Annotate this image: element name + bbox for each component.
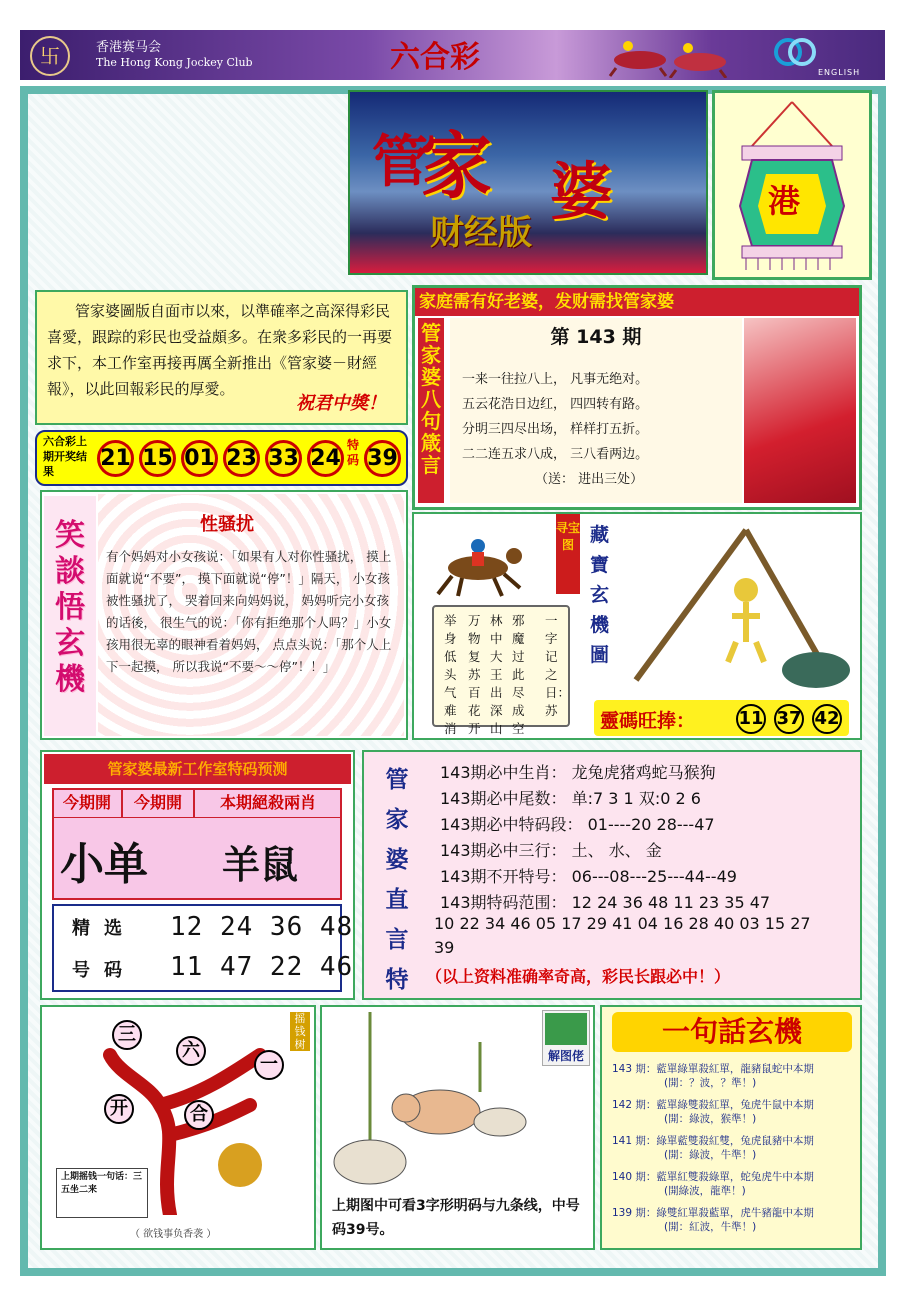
history-row [612, 1206, 858, 1234]
pick-row: 12 24 36 48 [170, 912, 354, 942]
tree-note: 上期摇钱一句话：三五坐二来 [56, 1168, 148, 1218]
scroll-column: 举身低头气难消 [444, 613, 457, 736]
poem-send: （送： 进出三处） [535, 472, 644, 487]
pick-label: 号码 [72, 960, 136, 981]
tip-line: 143期必中三行： 土、 水、 金 [440, 841, 662, 860]
picture-caption: 上期图中可看3字形明码与九条线，中号码39号。 [332, 1198, 580, 1238]
history-row [612, 1170, 858, 1198]
poem-line: 分明三四尽出场， 样样打五折。 [462, 422, 649, 437]
history-line: 142 期：藍單綠雙殺紅單，兔虎牛鼠中本期 [612, 1099, 814, 1111]
issue-number: 第 143 期 [550, 326, 642, 348]
prediction-header: 管家婆最新工作室特码预测 [44, 754, 351, 784]
lingma-ball: 37 [774, 704, 804, 734]
result-ball: 01 [181, 440, 218, 477]
tip-line: 143期必中特码段： 01----20 28---47 [440, 815, 715, 834]
history-result: (開：綠波，猴準！) [664, 1113, 757, 1125]
joke-text: 有个妈妈对小女孩说：「如果有人对你性骚扰， 摸上面就说“不要”， 摸下面就说“停”！」隔天， 小女孩被性骚扰了， 哭着回来向妈妈说， 妈妈听完小女孩的话後， 很生气的说：「你有拒绝那个人吗？」小女孩用很无辜的眼神看着妈妈， 点点头说：「那个人上下一起摸， 所以我说“不要～～停”！！」 [106, 549, 392, 674]
one-line-title: 一句話玄機 [612, 1012, 852, 1052]
money-tree-tag: 摇钱树 [290, 1012, 310, 1051]
tree-fruit: 六 [176, 1036, 206, 1066]
scroll-column: 林中大王出深山 [490, 613, 503, 736]
poem-line: 一来一往拉八上， 凡事无绝对。 [462, 372, 649, 387]
lingma-label: 靈碼旺捧： [600, 710, 696, 732]
pig-picture-icon [330, 1012, 535, 1190]
tip-line: 143期必中生肖： 龙兔虎猪鸡蛇马猴狗 [440, 763, 716, 782]
result-ball: 33 [265, 440, 302, 477]
banner-subtitle: 财经版 [430, 213, 532, 253]
joke-side-title: 笑談悟玄機 [44, 496, 96, 736]
history-result: (開：紅波，牛準！) [664, 1221, 757, 1233]
club-name-en: The Hong Kong Jockey Club [96, 56, 253, 69]
solve-picture-button[interactable] [542, 1010, 590, 1066]
grid-col2: 今期開 [122, 788, 194, 818]
result-ball: 21 [97, 440, 134, 477]
special-label: 特码 [347, 438, 360, 467]
pick-label: 精选 [72, 918, 136, 939]
history-line: 139 期：綠雙紅單殺藍單，虎牛豬龍中本期 [612, 1207, 814, 1219]
history-result: (開：？波，？準！) [664, 1077, 757, 1089]
treasure-tag: 寻宝图 [556, 514, 580, 594]
english-globe-icon[interactable] [770, 36, 820, 68]
tip-line: 10 22 34 46 05 17 29 41 04 16 28 40 03 15 27 [434, 914, 811, 933]
jockey-horse-icon [428, 528, 528, 598]
pick-row: 11 47 22 46 [170, 952, 354, 982]
english-link[interactable]: ENGLISH [818, 68, 861, 77]
history-row [612, 1134, 858, 1162]
tip-line: 143期不开特号： 06---08---25---44--49 [440, 867, 737, 886]
intro-sign: 祝君中獎！ [296, 393, 386, 414]
result-ball: 15 [139, 440, 176, 477]
grid-col1: 今期開 [52, 788, 122, 818]
tree-fruit: 合 [184, 1100, 214, 1130]
hand-icon [545, 1013, 587, 1045]
result-ball: 24 [307, 440, 344, 477]
poem-line: 二二连五求八成， 三八看两边。 [462, 447, 649, 462]
intro-box [35, 290, 408, 425]
club-name-cn: 香港赛马会 [96, 40, 162, 55]
prediction-value-small-odd: 小单 [60, 839, 148, 890]
poem-line: 五云花浩日边红， 四四转有路。 [462, 397, 649, 412]
banner-char-left: 管 [372, 130, 428, 195]
lantern-char: 港 [768, 182, 801, 220]
grid-col3: 本期絕殺兩肖 [194, 788, 342, 818]
tree-fruit: 开 [104, 1094, 134, 1124]
direct-tips-side: 管家婆直言特 [385, 766, 409, 993]
tip-line: 143期特码范围： 12 24 36 48 11 23 35 47 [440, 893, 771, 912]
lingma-ball: 11 [736, 704, 766, 734]
result-ball: 23 [223, 440, 260, 477]
banner-char-jia: 家 [420, 123, 493, 208]
eight-lines-side: 管家婆八句箴言 [418, 318, 444, 503]
history-line: 140 期：藍單紅雙殺綠單，蛇兔虎牛中本期 [612, 1171, 814, 1183]
history-row [612, 1062, 858, 1090]
tips-footer: （以上资料准确率奇高，彩民长跟必中！） [426, 967, 731, 986]
bride-image [744, 318, 856, 503]
racing-horses-icon [600, 32, 750, 78]
scroll-column: 邪魔过此尽成空 [512, 613, 525, 736]
eight-lines-title: 家庭需有好老婆，发财需找管家婆 [415, 288, 859, 316]
scroll-column: 万物复苏百花开 [468, 613, 481, 736]
joke-title: 性骚扰 [200, 514, 254, 535]
lottery-title: 六合彩 [390, 40, 480, 75]
tree-fruit: 一 [254, 1050, 284, 1080]
intro-text: 管家婆圖版自面市以來，以準確率之高深得彩民喜愛，跟踪的彩民也受益頗多。在衆多彩民的一再要求下，本工作室再接再厲全新推出《管家婆－財經報》，以此回報彩民的厚愛。 [47, 302, 393, 398]
history-result: (開綠波，龍準！) [664, 1185, 746, 1197]
results-label: 六合彩上期开奖结果 [43, 435, 87, 478]
tree-fruit: 三 [112, 1020, 142, 1050]
tip-line: 143期必中尾数： 单:7 3 1 双:0 2 6 [440, 789, 701, 808]
history-line: 143 期：藍單綠單殺紅單，龍豬鼠蛇中本期 [612, 1063, 814, 1075]
history-line: 141 期：綠單藍雙殺紅雙，兔虎鼠豬中本期 [612, 1135, 814, 1147]
history-row [612, 1098, 858, 1126]
history-result: (開：綠波，牛準！) [664, 1149, 757, 1161]
monkey-ladder-icon [626, 520, 856, 696]
prediction-value-kill: 羊鼠 [222, 842, 299, 887]
treasure-title: 藏寶玄機圖 [590, 524, 610, 666]
tip-line: 39 [434, 938, 455, 957]
solve-label: 解图佬 [547, 1049, 584, 1063]
lingma-ball: 42 [812, 704, 842, 734]
special-ball: 39 [364, 440, 401, 477]
scroll-column: 一字记之日：苏 [545, 613, 571, 718]
jockey-club-logo-icon[interactable]: 卐 [30, 36, 70, 76]
banner-char-po: 婆 [550, 155, 613, 228]
tree-caption: （ 欲钱事负香袭 ） [130, 1229, 217, 1240]
